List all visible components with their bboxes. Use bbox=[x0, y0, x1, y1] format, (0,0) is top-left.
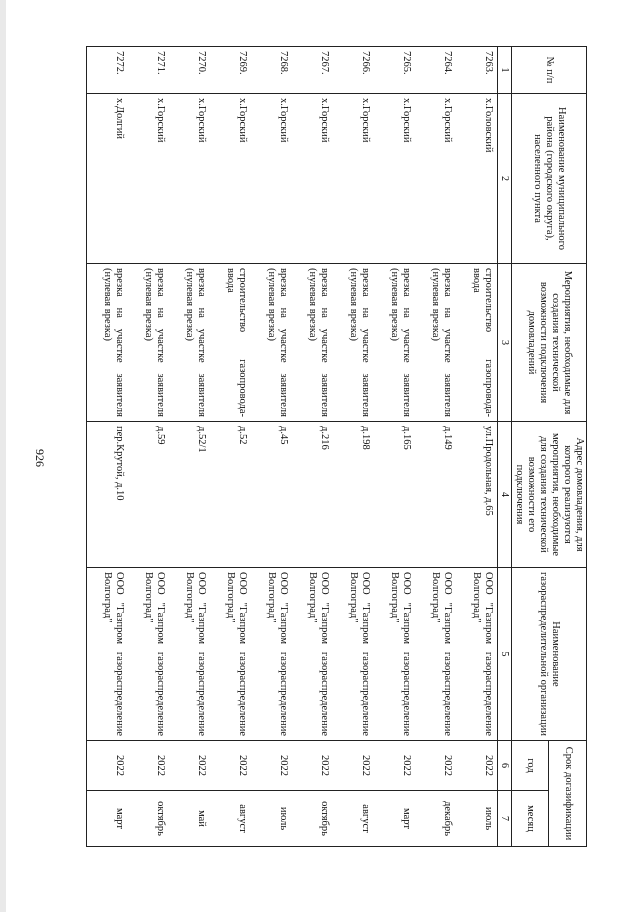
organization-cell: ООО "Газпром газораспределение Волгоград" bbox=[374, 568, 415, 741]
column-number: 2 bbox=[498, 94, 512, 264]
row-number: 7267. bbox=[292, 47, 333, 94]
measures-cell: врезка на участке заявителя (нулевая врезка) bbox=[333, 264, 374, 422]
row-number: 7263. bbox=[456, 47, 498, 94]
row-number: 7265. bbox=[374, 47, 415, 94]
month-cell: май bbox=[169, 791, 210, 847]
measures-cell: врезка на участке заявителя (нулевая врезка) bbox=[292, 264, 333, 422]
measures-cell: врезка на участке заявителя (нулевая врезка) bbox=[169, 264, 210, 422]
address-cell: д.198 bbox=[333, 422, 374, 568]
table-row bbox=[251, 47, 292, 847]
table-row bbox=[169, 47, 210, 847]
organization-cell: ООО "Газпром газораспределение Волгоград" bbox=[456, 568, 498, 741]
settlement-cell: х.Горский bbox=[333, 94, 374, 264]
measures-cell: строительство газопровода-ввода bbox=[210, 264, 251, 422]
table-row bbox=[333, 47, 374, 847]
measures-cell: врезка на участке заявителя (нулевая врезка) bbox=[128, 264, 169, 422]
year-cell: 2022 bbox=[251, 741, 292, 791]
measures-cell: врезка на участке заявителя (нулевая врезка) bbox=[87, 264, 129, 422]
row-number: 7272. bbox=[87, 47, 129, 94]
row-number: 7268. bbox=[251, 47, 292, 94]
column-number: 4 bbox=[498, 422, 512, 568]
measures-cell: строительство газопровода-ввода bbox=[456, 264, 498, 422]
month-cell: июль bbox=[251, 791, 292, 847]
organization-cell: ООО "Газпром газораспределение Волгоград" bbox=[210, 568, 251, 741]
row-number: 7264. bbox=[415, 47, 456, 94]
month-cell: октябрь bbox=[292, 791, 333, 847]
settlement-cell: х.Долгий bbox=[87, 94, 129, 264]
address-cell: д.52 bbox=[210, 422, 251, 568]
settlement-cell: х.Горский bbox=[210, 94, 251, 264]
month-cell: март bbox=[374, 791, 415, 847]
header-year: год bbox=[512, 741, 550, 791]
row-number: 7271. bbox=[128, 47, 169, 94]
organization-cell: ООО "Газпром газораспределение Волгоград" bbox=[333, 568, 374, 741]
organization-cell: ООО "Газпром газораспределение Волгоград" bbox=[415, 568, 456, 741]
settlement-cell: х.Горский bbox=[128, 94, 169, 264]
year-cell: 2022 bbox=[333, 741, 374, 791]
table-row bbox=[292, 47, 333, 847]
header-np: № п/п bbox=[512, 47, 587, 94]
address-cell: пер.Крутой, д.10 bbox=[87, 422, 129, 568]
row-number: 7269. bbox=[210, 47, 251, 94]
header-measures: Мероприятия, необходимые для создания технической возможности подключения домовладений bbox=[512, 264, 587, 422]
header-month: месяц bbox=[512, 791, 550, 847]
column-number: 7 bbox=[498, 791, 512, 847]
column-number-row bbox=[498, 47, 512, 847]
row-number: 7270. bbox=[169, 47, 210, 94]
scan-edge bbox=[0, 0, 6, 912]
address-cell: д.59 bbox=[128, 422, 169, 568]
address-cell: д.52/1 bbox=[169, 422, 210, 568]
organization-cell: ООО "Газпром газораспределение Волгоград" bbox=[251, 568, 292, 741]
header-organization: Наименование газораспределительной организации bbox=[512, 568, 587, 741]
address-cell: ул.Продольная, д.65 bbox=[456, 422, 498, 568]
settlement-cell: х.Горский bbox=[374, 94, 415, 264]
year-cell: 2022 bbox=[415, 741, 456, 791]
settlement-cell: х.Головский bbox=[456, 94, 498, 264]
month-cell: март bbox=[87, 791, 129, 847]
month-cell: июль bbox=[456, 791, 498, 847]
address-cell: д.165 bbox=[374, 422, 415, 568]
month-cell: декабрь bbox=[415, 791, 456, 847]
table-row bbox=[415, 47, 456, 847]
month-cell: август bbox=[210, 791, 251, 847]
table-rotated-wrapper bbox=[67, 46, 587, 846]
measures-cell: врезка на участке заявителя (нулевая врезка) bbox=[251, 264, 292, 422]
header-settlement: Наименование муниципального района (городского округа), населенного пункта bbox=[512, 94, 587, 264]
table-row bbox=[87, 47, 129, 847]
address-cell: д.45 bbox=[251, 422, 292, 568]
column-number: 3 bbox=[498, 264, 512, 422]
year-cell: 2022 bbox=[128, 741, 169, 791]
settlement-cell: х.Горский bbox=[251, 94, 292, 264]
address-cell: д.216 bbox=[292, 422, 333, 568]
page-number: 926 bbox=[33, 449, 47, 467]
measures-cell: врезка на участке заявителя (нулевая врезка) bbox=[374, 264, 415, 422]
organization-cell: ООО "Газпром газораспределение Волгоград" bbox=[87, 568, 129, 741]
year-cell: 2022 bbox=[87, 741, 129, 791]
year-cell: 2022 bbox=[210, 741, 251, 791]
year-cell: 2022 bbox=[456, 741, 498, 791]
year-cell: 2022 bbox=[169, 741, 210, 791]
year-cell: 2022 bbox=[374, 741, 415, 791]
table-row bbox=[210, 47, 251, 847]
table-row bbox=[128, 47, 169, 847]
header-address: Адрес домовладения, для которого реализуются мероприятия, необходимые для создания технической возможности его подключения bbox=[512, 422, 587, 568]
organization-cell: ООО "Газпром газораспределение Волгоград" bbox=[169, 568, 210, 741]
organization-cell: ООО "Газпром газораспределение Волгоград" bbox=[128, 568, 169, 741]
column-number: 6 bbox=[498, 741, 512, 791]
year-cell: 2022 bbox=[292, 741, 333, 791]
settlement-cell: х.Горский bbox=[292, 94, 333, 264]
column-number: 5 bbox=[498, 568, 512, 741]
table-row bbox=[374, 47, 415, 847]
header-deadline: Срок догазификации bbox=[549, 741, 587, 847]
measures-cell: врезка на участке заявителя (нулевая врезка) bbox=[415, 264, 456, 422]
organization-cell: ООО "Газпром газораспределение Волгоград" bbox=[292, 568, 333, 741]
gasification-table bbox=[86, 46, 587, 847]
column-number: 1 bbox=[498, 47, 512, 94]
settlement-cell: х.Горский bbox=[169, 94, 210, 264]
month-cell: октябрь bbox=[128, 791, 169, 847]
month-cell: август bbox=[333, 791, 374, 847]
table-row bbox=[456, 47, 498, 847]
settlement-cell: х.Горский bbox=[415, 94, 456, 264]
address-cell: д.149 bbox=[415, 422, 456, 568]
row-number: 7266. bbox=[333, 47, 374, 94]
